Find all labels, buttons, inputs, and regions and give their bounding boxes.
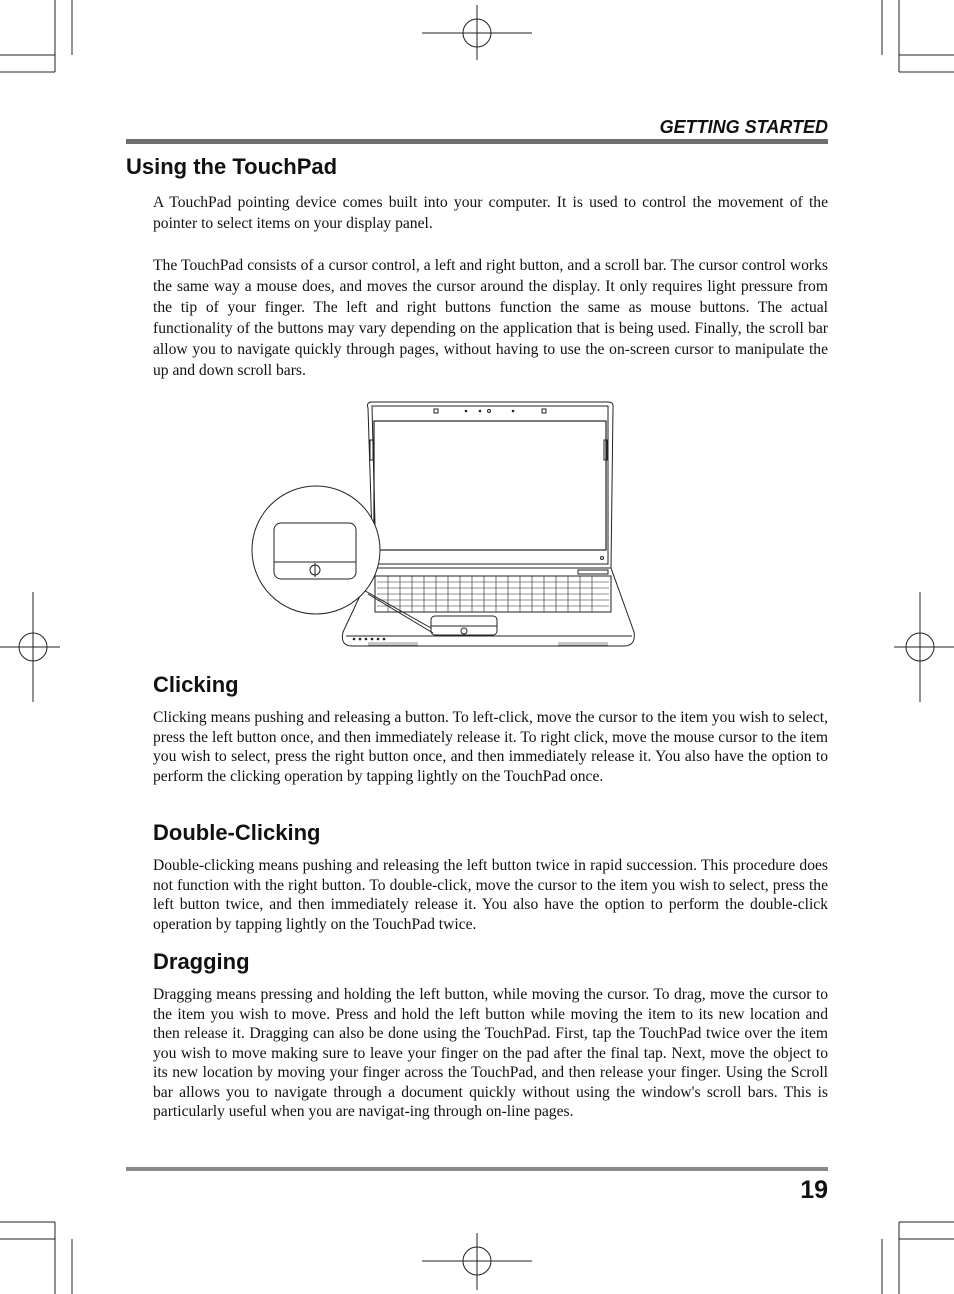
page-title: Using the TouchPad [126, 154, 338, 179]
heading-clicking: Clicking [153, 672, 239, 697]
clicking-paragraph: Clicking means pushing and releasing a button. To left-click, move the cursor to the item you wish to select, press the left button once, and then immediately release it. To right click, move the mouse cursor to the item you wish to select, press the right button once, and then immediately release it. You also have the option to perform the clicking operation by tapping lightly on the TouchPad once. [153, 709, 828, 785]
heading-double-clicking: Double-Clicking [153, 820, 321, 845]
page-number: 19 [800, 1176, 828, 1204]
footer-rule [126, 1167, 828, 1171]
intro-paragraph-2: The TouchPad consists of a cursor control, a left and right button, and a scroll bar. The cursor control works the same way a mouse does, and moves the cursor around the display. It only requires light pressure from the tip of your finger. The left and right buttons function the same as mouse buttons. The actual functionality of the buttons may vary depending on the application that is being used. Finally, the scroll bar allow you to navigate quickly through pages, without having to use the on-screen cursor to manipulate the up and down scroll bars. [153, 257, 828, 379]
laptop-touchpad-illustration [248, 400, 640, 652]
header-rule [126, 139, 828, 144]
dragging-paragraph: Dragging means pressing and holding the left button, while moving the cursor. To drag, move the cursor to the item you wish to move. Press and hold the left button while moving the item to its new location and then release it. Dragging can also be done using the TouchPad. First, tap the TouchPad twice over the item you wish to move making sure to leave your finger on the pad after the final tap. Next, move the object to its new location by moving your finger across the TouchPad, and then release your finger. Using the Scroll bar allows you to navigate through a document quickly without using the window's scroll bars. This is particularly useful when you are navigat-ing through on-line pages. [153, 986, 828, 1120]
running-header: GETTING STARTED [659, 117, 828, 137]
heading-dragging: Dragging [153, 949, 250, 974]
intro-paragraph-1: A TouchPad pointing device comes built into your computer. It is used to control the movement of the pointer to select items on your display panel. [153, 194, 828, 232]
double-clicking-paragraph: Double-clicking means pushing and releasing the left button twice in rapid succession. This procedure does not function with the right button. To double-click, move the cursor to the item you wish to select, press the left button twice, and then immediately release it. You also have the option to perform the double-click operation by tapping lightly on the TouchPad twice. [153, 857, 828, 933]
